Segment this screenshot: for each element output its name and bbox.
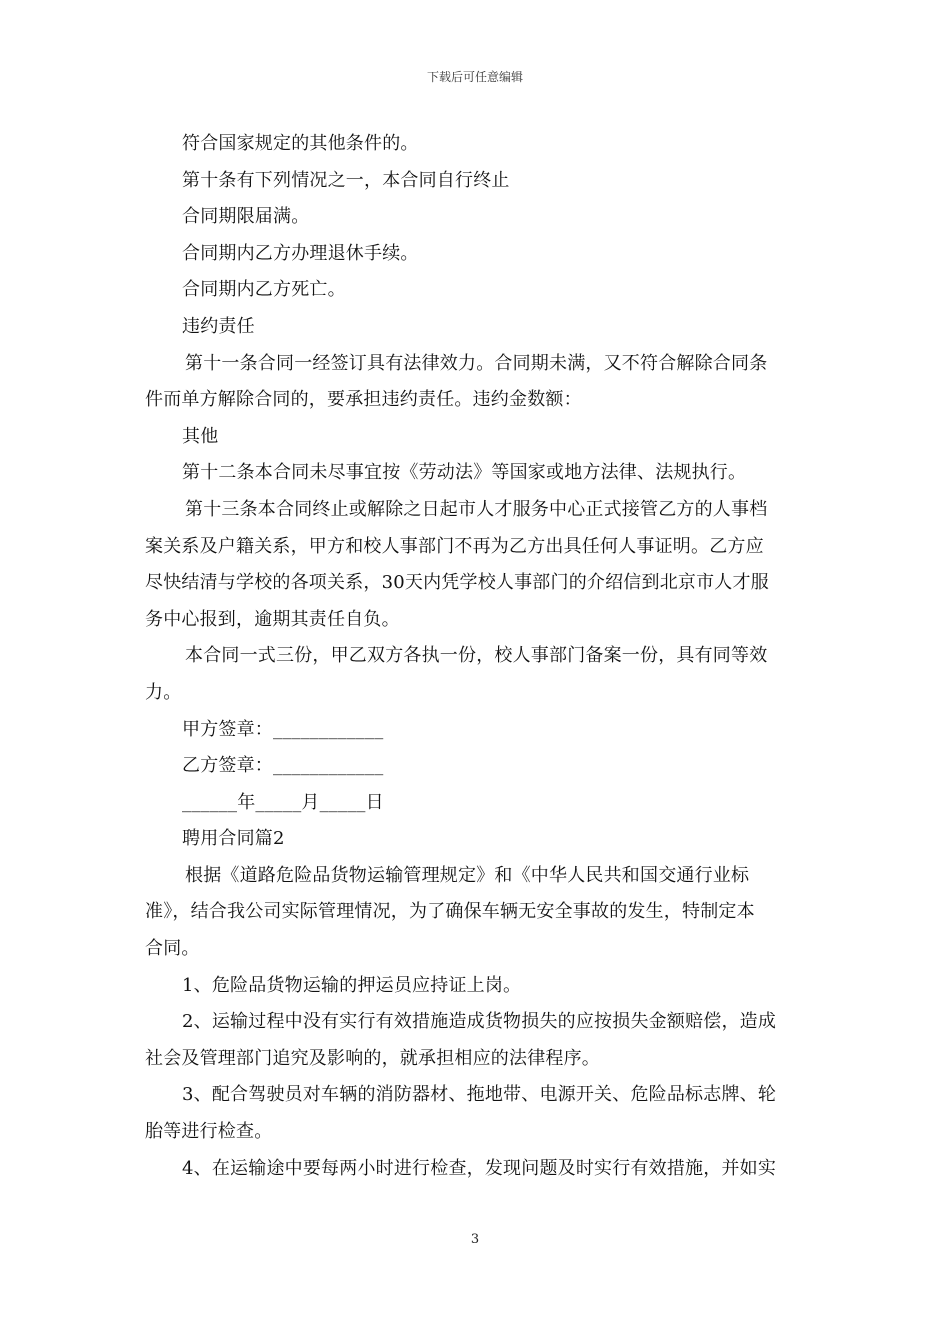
section-heading: 其他: [182, 425, 219, 447]
paragraph: 准》，结合我公司实际管理情况，为了确保车辆无安全事故的发生，特制定本: [145, 901, 755, 923]
date-line: ______年_____月_____日: [182, 791, 384, 813]
list-item-continuation: 社会及管理部门追究及影响的，就承担相应的法律程序。: [145, 1047, 600, 1069]
paragraph: 件而单方解除合同的，要承担违约责任。违约金数额：: [145, 389, 582, 411]
paragraph: 第十条有下列情况之一，本合同自行终止: [182, 169, 510, 191]
page-number: 3: [470, 1232, 480, 1247]
signature-line-party-b: 乙方签章：____________: [182, 755, 384, 777]
section-title: 聘用合同篇2: [182, 828, 285, 850]
paragraph: 第十一条合同一经签订具有法律效力。合同期未满，又不符合解除合同条: [185, 352, 768, 374]
page-header: 下载后可任意编辑: [426, 70, 523, 84]
paragraph: 合同。: [145, 938, 200, 960]
paragraph: 本合同一式三份，甲乙双方各执一份，校人事部门备案一份，具有同等效: [185, 645, 768, 667]
paragraph: 务中心报到，逾期其责任自负。: [145, 608, 400, 630]
paragraph: 案关系及户籍关系，甲方和校人事部门不再为乙方出具任何人事证明。乙方应: [145, 535, 764, 557]
list-item: 4、在运输途中要每两小时进行检查，发现问题及时实行有效措施，并如实: [182, 1157, 777, 1179]
list-item: 1、危险品货物运输的押运员应持证上岗。: [182, 974, 522, 996]
section-heading: 违约责任: [182, 315, 255, 337]
signature-line-party-a: 甲方签章：____________: [182, 718, 384, 740]
list-item-continuation: 胎等进行检查。: [145, 1121, 273, 1143]
paragraph: 合同期限届满。: [182, 206, 310, 228]
paragraph: 第十二条本合同未尽事宜按《劳动法》等国家或地方法律、法规执行。: [182, 462, 747, 484]
paragraph: 尽快结清与学校的各项关系，30天内凭学校人事部门的介绍信到北京市人才服: [145, 572, 769, 594]
document-body: [145, 126, 810, 1187]
list-item: 3、配合驾驶员对车辆的消防器材、拖地带、电源开关、危险品标志牌、轮: [182, 1084, 777, 1106]
paragraph: 合同期内乙方办理退休手续。: [182, 242, 419, 264]
paragraph: 符合国家规定的其他条件的。: [182, 133, 419, 154]
paragraph: 第十三条本合同终止或解除之日起市人才服务中心正式接管乙方的人事档: [185, 498, 768, 520]
paragraph: 力。: [145, 681, 182, 703]
list-item: 2、运输过程中没有实行有效措施造成货物损失的应按损失金额赔偿，造成: [182, 1011, 777, 1033]
paragraph: 根据《道路危险品货物运输管理规定》和《中华人民共和国交通行业标: [185, 864, 750, 886]
paragraph: 合同期内乙方死亡。: [182, 279, 346, 301]
